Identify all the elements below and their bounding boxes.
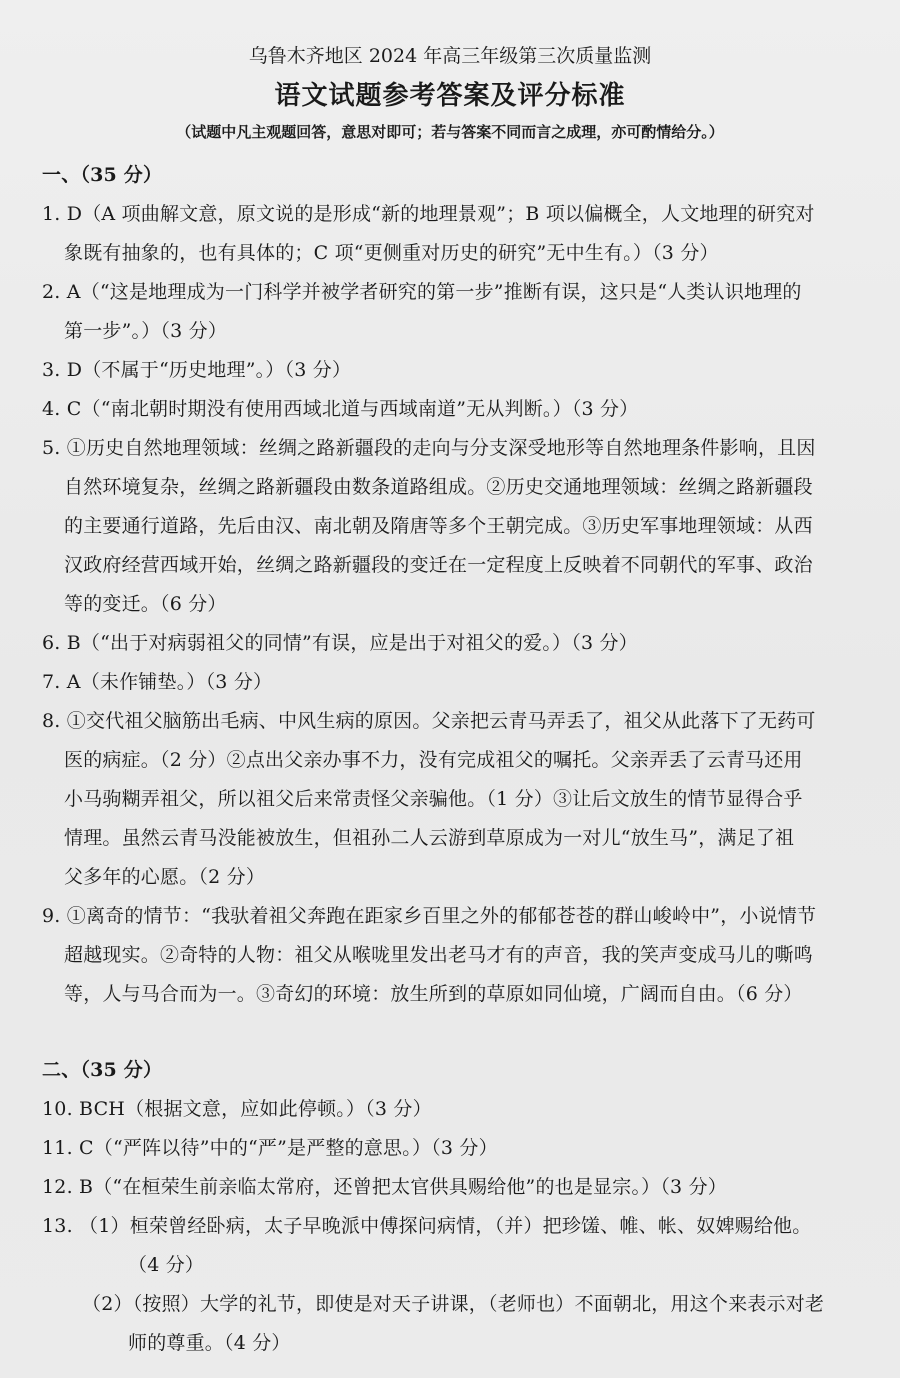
answer-line: 第一步”。）（3 分） <box>64 320 228 342</box>
answer-line: 父多年的心愿。（2 分） <box>64 866 266 888</box>
answer-line: 8. ①交代祖父脑筋出毛病、中风生病的原因。父亲把云青马弄丢了，祖父从此落下了无药可 <box>42 710 816 732</box>
answer-line: 7. A（未作铺垫。）（3 分） <box>42 671 273 693</box>
answer-line: 1. D（A 项曲解文意，原文说的是形成“新的地理景观”；B 项以偏概全，人文地理的研究对 <box>42 203 815 225</box>
answer-line: 汉政府经营西域开始，丝绸之路新疆段的变迁在一定程度上反映着不同朝代的军事、政治 <box>64 554 813 576</box>
answer-line: 的主要通行道路，先后由汉、南北朝及隋唐等多个王朝完成。③历史军事地理领域：从西 <box>64 515 813 537</box>
answer-line: 等，人与马合而为一。③奇幻的环境：放生所到的草原如同仙境，广阔而自由。（6 分） <box>64 983 803 1005</box>
answer-line: 9. ①离奇的情节：“我驮着祖父奔跑在距家乡百里之外的郁郁苍苍的群山峻岭中”，小说情节 <box>42 905 817 927</box>
answer-line: 3. D（不属于“历史地理”。）（3 分） <box>42 359 352 381</box>
answer-line: 2. A（“这是地理成为一门科学并被学者研究的第一步”推断有误，这只是“人类认识地理的 <box>42 281 802 303</box>
answer-line: 师的尊重。（4 分） <box>128 1332 291 1354</box>
answer-line: （2）（按照）大学的礼节，即使是对天子讲课，（老师也）不面朝北，用这个来表示对老 <box>82 1293 825 1315</box>
answer-line: 6. B（“出于对病弱祖父的同情”有误，应是出于对祖父的爱。）（3 分） <box>42 632 638 654</box>
answer-line: （4 分） <box>128 1254 205 1276</box>
grading-note: （试题中凡主观题回答，意思对即可；若与答案不同而言之成理，亦可酌情给分。） <box>176 123 724 141</box>
answer-line: 11. C（“严阵以待”中的“严”是严整的意思。）（3 分） <box>42 1137 498 1159</box>
answer-line: 小马驹糊弄祖父，所以祖父后来常责怪父亲骗他。（1 分）③让后文放生的情节显得合乎 <box>64 788 803 810</box>
answer-line: 10. BCH（根据文意，应如此停顿。）（3 分） <box>42 1098 432 1120</box>
answer-line: 13. （1）桓荣曾经卧病，太子早晚派中傅探问病情，（并）把珍馐、帷、帐、奴婢赐给他。 <box>42 1215 812 1237</box>
answer-line: 自然环境复杂，丝绸之路新疆段由数条道路组成。②历史交通地理领域：丝绸之路新疆段 <box>64 476 813 498</box>
document-title: 语文试题参考答案及评分标准 <box>274 81 626 111</box>
answer-line: 情理。虽然云青马没能被放生，但祖孙二人云游到草原成为一对儿“放生马”，满足了祖 <box>64 827 795 849</box>
answer-line: 等的变迁。（6 分） <box>64 593 227 615</box>
section-1-heading: 一、（35 分） <box>42 164 163 186</box>
answer-line: 医的病症。（2 分）②点出父亲办事不力，没有完成祖父的嘱托。父亲弄丢了云青马还用 <box>64 749 803 771</box>
answer-line: 象既有抽象的，也有具体的；C 项“更侧重对历史的研究”无中生有。）（3 分） <box>64 242 719 264</box>
answer-line: 超越现实。②奇特的人物：祖父从喉咙里发出老马才有的声音，我的笑声变成马儿的嘶鸣 <box>64 944 813 966</box>
answer-line: 12. B（“在桓荣生前亲临太常府，还曾把太官供具赐给他”的也是显宗。）（3 分） <box>42 1176 727 1198</box>
section-2-heading: 二、（35 分） <box>42 1059 163 1081</box>
answer-line: 4. C（“南北朝时期没有使用西域北道与西域南道”无从判断。）（3 分） <box>42 398 639 420</box>
answer-line: 5. ①历史自然地理领域：丝绸之路新疆段的走向与分支深受地形等自然地理条件影响，且因 <box>42 437 816 459</box>
exam-subtitle: 乌鲁木齐地区 2024 年高三年级第三次质量监测 <box>248 45 652 67</box>
